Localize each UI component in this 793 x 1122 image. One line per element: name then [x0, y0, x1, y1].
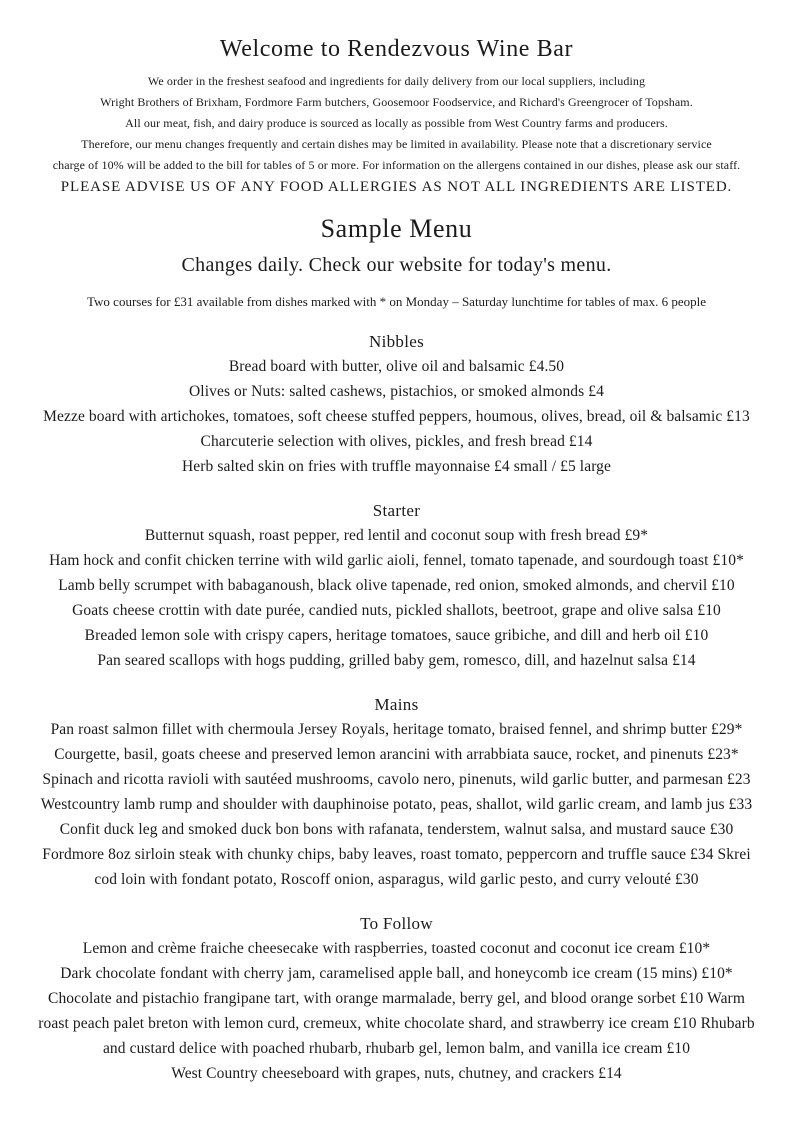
menu-item-line: Charcuterie selection with olives, pickles, and fresh bread £14 [200, 433, 593, 450]
intro-line: Therefore, our menu changes frequently and certain dishes may be limited in availability. Please note that a discretionary service [81, 137, 712, 151]
menu-item-line: Breaded lemon sole with crispy capers, heritage tomatoes, sauce gribiche, and dill and herb oil £10 [84, 627, 709, 644]
section-heading: Mains [374, 695, 419, 714]
menu-item-line: Butternut squash, roast pepper, red lentil and coconut soup with fresh bread £9* [144, 527, 649, 544]
menu-item-line: Bread board with butter, olive oil and balsamic £4.50 [228, 358, 565, 375]
menu-item-line: Goats cheese crottin with date purée, candied nuts, pickled shallots, beetroot, grape and olive salsa £10 [72, 602, 721, 619]
menu-item-line: Fordmore 8oz sirloin steak with chunky chips, baby leaves, roast tomato, peppercorn and truffle sauce £34 Skrei [42, 846, 751, 863]
menu-section [24, 501, 769, 673]
menu-item-line: Herb salted skin on fries with truffle mayonnaise £4 small / £5 large [181, 458, 612, 475]
menu-item-line: Pan roast salmon fillet with chermoula Jersey Royals, heritage tomato, braised fennel, and shrimp butter £29* [50, 721, 743, 738]
menu-item-line: Spinach and ricotta ravioli with sautéed mushrooms, cavolo nero, pinenuts, wild garlic butter, and parmesan £23 [42, 771, 751, 788]
page-title: Welcome to Rendezvous Wine Bar [219, 36, 574, 62]
intro-paragraph [24, 71, 769, 176]
section-lines [24, 523, 769, 673]
section-lines [24, 936, 769, 1086]
menu-item-line: cod loin with fondant potato, Roscoff onion, asparagus, wild garlic pesto, and curry velouté £30 [94, 871, 699, 888]
menu-item-line: roast peach palet breton with lemon curd, cremeux, white chocolate shard, and strawberry ice cream £10 Rhubarb [38, 1015, 755, 1032]
allergy-notice: PLEASE ADVISE US OF ANY FOOD ALLERGIES AS NOT ALL INGREDIENTS ARE LISTED. [60, 179, 733, 195]
menu-item-line: Westcountry lamb rump and shoulder with dauphinoise potato, peas, shallot, wild garlic cream, and lamb jus £33 [40, 796, 753, 813]
intro-line: Wright Brothers of Brixham, Fordmore Farm butchers, Goosemoor Foodservice, and Richard's Greengrocer of Topsham. [100, 95, 693, 109]
menu-item-line: Ham hock and confit chicken terrine with wild garlic aioli, fennel, tomato tapenade, and sourdough toast £10* [49, 552, 744, 569]
menu-item-line: Lamb belly scrumpet with babaganoush, black olive tapenade, red onion, smoked almonds, and chervil £10 [58, 577, 735, 594]
menu-section [24, 914, 769, 1086]
menu-title: Sample Menu [320, 214, 473, 243]
menu-sections [24, 332, 769, 1086]
menu-item-line: Lemon and crème fraiche cheesecake with raspberries, toasted coconut and coconut ice cream £10* [82, 940, 711, 957]
menu-section [24, 695, 769, 892]
menu-item-line: Mezze board with artichokes, tomatoes, soft cheese stuffed peppers, houmous, olives, bread, oil & balsamic £13 [43, 408, 750, 425]
menu-item-line: Confit duck leg and smoked duck bon bons with rafanata, tenderstem, walnut salsa, and mustard sauce £30 [59, 821, 734, 838]
menu-item-line: Pan seared scallops with hogs pudding, grilled baby gem, romesco, dill, and hazelnut salsa £14 [97, 652, 696, 669]
menu-item-line: West Country cheeseboard with grapes, nuts, chutney, and crackers £14 [171, 1065, 622, 1082]
intro-line: We order in the freshest seafood and ingredients for daily delivery from our local suppliers, including [147, 74, 646, 88]
menu-item-line: Courgette, basil, goats cheese and preserved lemon arancini with arrabbiata sauce, rocket, and pinenuts £23* [54, 746, 739, 763]
menu-item-line: Olives or Nuts: salted cashews, pistachios, or smoked almonds £4 [189, 383, 604, 400]
section-lines [24, 354, 769, 479]
menu-item-line: Chocolate and pistachio frangipane tart, with orange marmalade, berry gel, and blood orange sorbet £10 Warm [48, 990, 745, 1007]
section-lines [24, 717, 769, 892]
section-heading: To Follow [360, 914, 433, 933]
intro-line: All our meat, fish, and dairy produce is sourced as locally as possible from West Country farms and producers. [125, 116, 668, 130]
section-heading: Starter [372, 501, 421, 520]
section-heading: Nibbles [369, 332, 424, 351]
menu-subtitle: Changes daily. Check our website for today's menu. [181, 254, 612, 276]
offer-note: Two courses for £31 available from dishes marked with * on Monday – Saturday lunchtime for tables of max. 6 people [87, 294, 706, 309]
menu-item-line: Dark chocolate fondant with cherry jam, caramelised apple ball, and honeycomb ice cream (15 mins) £10* [60, 965, 733, 982]
menu-section [24, 332, 769, 479]
intro-line: charge of 10% will be added to the bill for tables of 5 or more. For information on the allergens contained in our dishes, please ask our staff. [52, 158, 741, 172]
menu-item-line: and custard delice with poached rhubarb, rhubarb gel, lemon balm, and vanilla ice cream £10 [102, 1040, 691, 1057]
